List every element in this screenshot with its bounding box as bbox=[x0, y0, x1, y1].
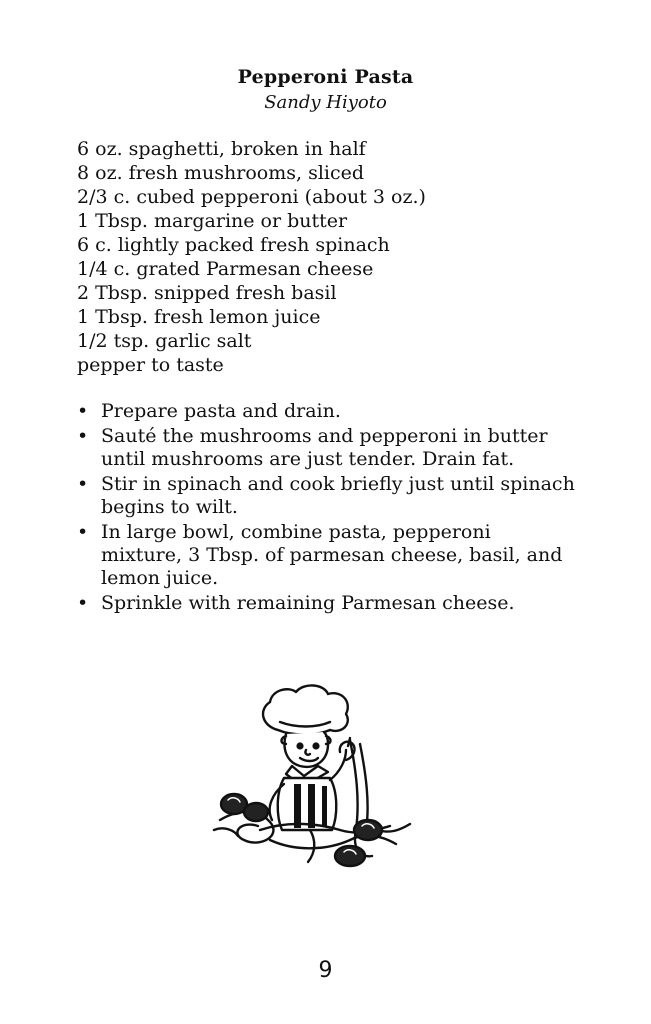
instruction-text: In large bowl, combine pasta, pepperoni mixture, 3 Tbsp. of parmesan cheese, basil, and lemon juice. bbox=[101, 521, 563, 589]
instruction-step bbox=[77, 592, 577, 615]
instruction-text: Sprinkle with remaining Parmesan cheese. bbox=[101, 592, 515, 614]
instruction-step bbox=[77, 521, 577, 590]
ingredient-item: 1 Tbsp. margarine or butter bbox=[77, 210, 348, 232]
chef-with-pasta-illustration bbox=[200, 680, 420, 870]
recipe-author: Sandy Hiyoto bbox=[264, 92, 387, 113]
ingredient-item: pepper to taste bbox=[77, 354, 224, 376]
bullet-icon: • bbox=[77, 592, 89, 614]
ingredient-item: 2/3 c. cubed pepperoni (about 3 oz.) bbox=[77, 186, 426, 208]
bullet-icon: • bbox=[77, 473, 89, 495]
bullet-icon: • bbox=[77, 425, 89, 447]
instruction-text: Sauté the mushrooms and pepperoni in butter until mushrooms are just tender. Drain fat. bbox=[101, 425, 548, 470]
instruction-step bbox=[77, 400, 577, 423]
ingredient-list bbox=[77, 137, 426, 377]
instruction-list bbox=[77, 400, 577, 617]
ingredient-item: 8 oz. fresh mushrooms, sliced bbox=[77, 162, 365, 184]
bullet-icon: • bbox=[77, 521, 89, 543]
chef-illustration-svg bbox=[200, 680, 420, 870]
instruction-step bbox=[77, 425, 577, 471]
ingredient-item: 1/2 tsp. garlic salt bbox=[77, 330, 252, 352]
ingredient-item: 6 oz. spaghetti, broken in half bbox=[77, 138, 366, 160]
recipe-title: Pepperoni Pasta bbox=[237, 66, 414, 88]
instruction-text: Prepare pasta and drain. bbox=[101, 400, 341, 422]
ingredient-item: 1 Tbsp. fresh lemon juice bbox=[77, 306, 321, 328]
instruction-step bbox=[77, 473, 577, 519]
ingredient-item: 6 c. lightly packed fresh spinach bbox=[77, 234, 390, 256]
bullet-icon: • bbox=[77, 400, 89, 422]
ingredient-item: 1/4 c. grated Parmesan cheese bbox=[77, 258, 374, 280]
page-number: 9 bbox=[318, 958, 333, 983]
ingredient-item: 2 Tbsp. snipped fresh basil bbox=[77, 282, 337, 304]
instruction-text: Stir in spinach and cook briefly just until spinach begins to wilt. bbox=[101, 473, 575, 518]
